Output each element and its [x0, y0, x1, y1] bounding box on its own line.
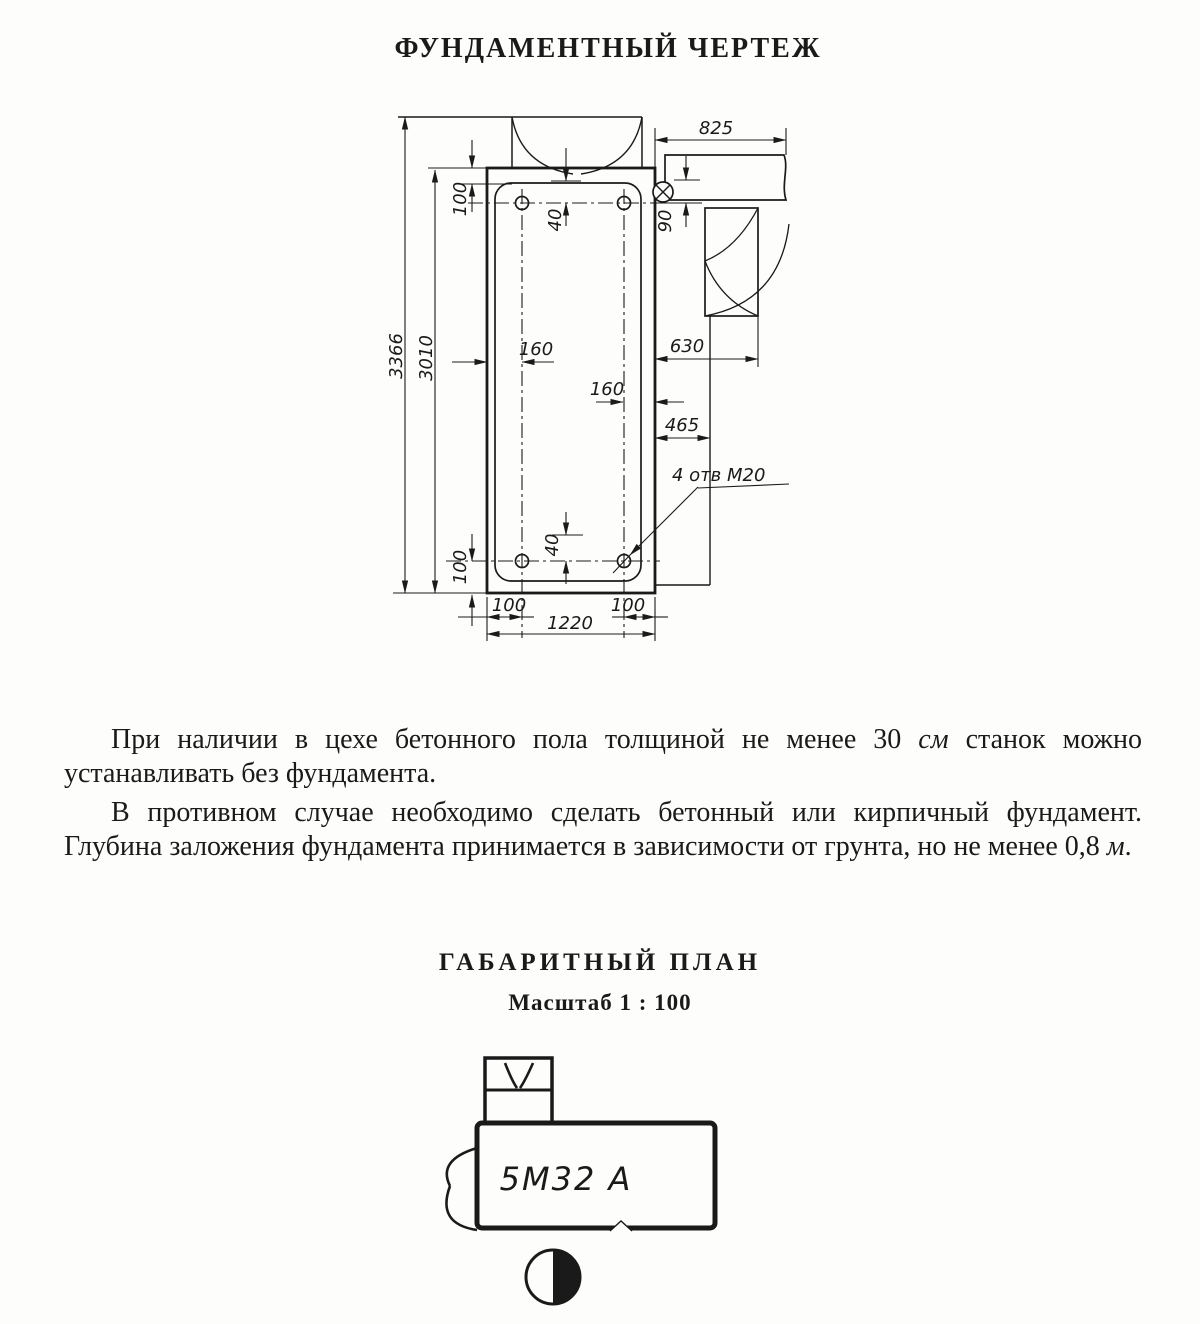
machine-body: [477, 1123, 715, 1231]
dim-100-bottom-side-label: 100: [450, 549, 471, 585]
power-inlet-symbol: [653, 182, 673, 202]
dim-100-top: [450, 140, 512, 216]
dim-100-bottom-right-label: 100: [610, 595, 646, 616]
attachment-block: [485, 1058, 552, 1123]
dim-160-left-label: 160: [518, 339, 554, 360]
hole-note: [613, 465, 789, 573]
dimensional-plan-drawing: [425, 1040, 735, 1320]
unit-m: м: [1106, 831, 1125, 862]
dim-825-label: 825: [698, 118, 734, 139]
plan-title: ГАБАРИТНЫЙ ПЛАН: [438, 949, 762, 976]
body-text: [64, 723, 1142, 864]
dim-160-right: [590, 379, 684, 402]
dim-3366: [386, 117, 407, 593]
cabinet-door: [655, 208, 789, 585]
door-swing-arc: [705, 224, 789, 316]
dim-40-top: [545, 148, 581, 231]
dim-3010-label: 3010: [416, 335, 437, 381]
paragraph-1-text: станок можно устанавливать без фундамента.: [64, 724, 1142, 789]
dim-90-label: 90: [655, 209, 676, 233]
dim-40-bottom: [542, 512, 583, 584]
centerlines: [446, 189, 660, 638]
foundation-drawing: [378, 95, 802, 662]
hole-note-label: 4 отв М20: [672, 465, 766, 486]
dim-3366-label: 3366: [386, 333, 407, 379]
foundation-rect: [487, 168, 655, 593]
plan-scale: Масштаб 1 : 100: [508, 990, 692, 1015]
dim-3010: [416, 170, 437, 593]
door-swing-arc: [446, 1186, 477, 1230]
dim-1220-label: 1220: [547, 613, 593, 634]
unit-cm: см: [918, 724, 949, 755]
half-filled-circle-symbol: [526, 1250, 580, 1304]
dim-630-label: 630: [669, 336, 705, 357]
dim-100-top-label: 100: [450, 181, 471, 217]
dim-40-bottom-label: 40: [542, 533, 563, 557]
door-mark: [505, 1063, 517, 1088]
dim-465: [655, 415, 710, 438]
paragraph-1-text: При наличии в цехе бетонного пола толщиной не менее 30: [111, 724, 919, 755]
page-title: ФУНДАМЕНТНЫЙ ЧЕРТЕЖ: [394, 33, 822, 64]
paragraph-2-text: В противном случае необходимо сделать бетонный или кирпичный фундамент. Глубина заложения фундамента принимается в зависимости от грунта, но не менее 0,8: [64, 797, 1142, 862]
left-door-swings: [446, 1148, 477, 1230]
dim-100-bottom-left-label: 100: [491, 595, 527, 616]
dim-160-right-label: 160: [589, 379, 625, 400]
dim-100-bottom-side: [450, 534, 472, 626]
machine-model-label: 5М32 А: [499, 1160, 633, 1198]
door-swing-arc: [512, 117, 573, 174]
paragraph-1: [64, 723, 1142, 791]
door-mark: [520, 1063, 533, 1088]
paragraph-2: [64, 796, 1142, 864]
top-door-block: [398, 117, 642, 174]
paragraph-2-text: .: [1124, 831, 1132, 862]
door-swing-arc: [447, 1148, 477, 1186]
wall-block: [665, 155, 786, 200]
dim-630: [655, 336, 758, 359]
door-swing-arc: [581, 117, 642, 174]
dim-40-top-label: 40: [545, 208, 566, 232]
dim-465-label: 465: [664, 415, 700, 436]
dim-160-left: [452, 339, 554, 362]
dim-825: [655, 118, 786, 168]
door-swing-arc: [705, 208, 758, 261]
dim-bottom-chain: [458, 595, 668, 641]
